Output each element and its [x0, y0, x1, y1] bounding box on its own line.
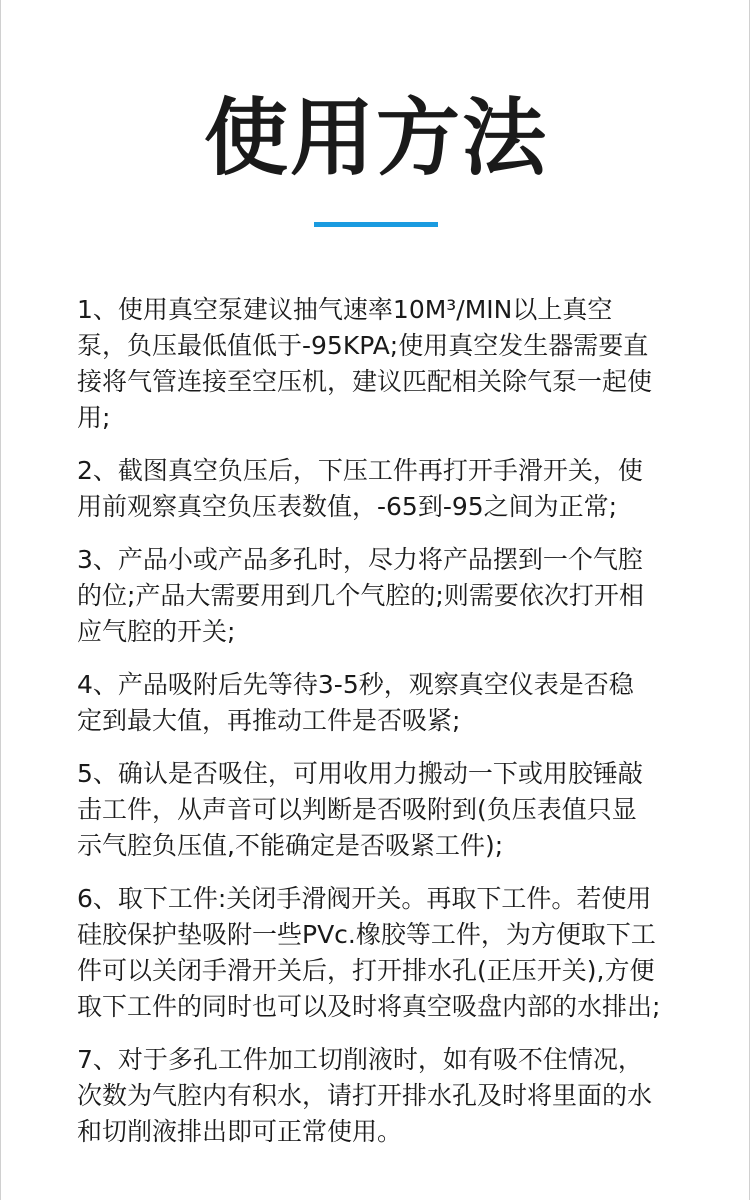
instruction-line: 5、确认是否吸住，可用收用力搬动一下或用胶锤敲: [77, 759, 643, 788]
instruction-item-7: [77, 1042, 687, 1150]
title-underline: [314, 222, 438, 227]
instruction-item-2: [77, 453, 687, 525]
instruction-line: 泵，负压最低值低于-95KPA;使用真空发生器需要直: [77, 331, 649, 360]
instruction-line: 应气腔的开关;: [77, 617, 236, 646]
instruction-line: 接将气管连接至空压机，建议匹配相关除气泵一起使: [77, 367, 653, 396]
instruction-line: 硅胶保护垫吸附一些PVc.橡胶等工件，为方便取下工: [77, 920, 656, 949]
instruction-line: 件可以关闭手滑开关后，打开排水孔(正压开关),方便: [77, 956, 655, 985]
instruction-line: 示气腔负压值,不能确定是否吸紧工件);: [77, 831, 504, 860]
instruction-item-4: [77, 667, 687, 739]
instruction-item-1: [77, 292, 687, 436]
instruction-line: 定到最大值，再推动工件是否吸紧;: [77, 706, 461, 735]
instruction-item-3: [77, 542, 687, 650]
instruction-line: 7、对于多孔工件加工切削液时，如有吸不住情况，: [77, 1045, 643, 1074]
instruction-item-6: [77, 881, 687, 1025]
instruction-line: 用;: [77, 403, 111, 432]
instruction-item-5: [77, 756, 687, 864]
instruction-line: 和切削液排出即可正常使用。: [77, 1117, 403, 1146]
instruction-line: 6、取下工件:关闭手滑阀开关。再取下工件。若使用: [77, 884, 652, 913]
instruction-line: 4、产品吸附后先等待3-5秒，观察真空仪表是否稳: [77, 670, 634, 699]
instruction-line: 次数为气腔内有积水，请打开排水孔及时将里面的水: [77, 1081, 653, 1110]
instruction-line: 1、使用真空泵建议抽气速率10M³/MIN以上真空: [77, 295, 613, 324]
instruction-line: 取下工件的同时也可以及时将真空吸盘内部的水排出;: [77, 992, 661, 1021]
instruction-line: 击工件，从声音可以判断是否吸附到(负压表值只显: [77, 795, 637, 824]
page-title: 使用方法: [203, 89, 548, 187]
instruction-line: 用前观察真空负压表数值，-65到-95之间为正常;: [77, 492, 618, 521]
instruction-line: 3、产品小或产品多孔时，尽力将产品摆到一个气腔: [77, 545, 643, 574]
instruction-line: 的位;产品大需要用到几个气腔的;则需要依次打开相: [77, 581, 644, 610]
instruction-line: 2、截图真空负压后，下压工件再打开手滑开关，使: [77, 456, 643, 485]
instructions-list: [77, 292, 687, 1167]
